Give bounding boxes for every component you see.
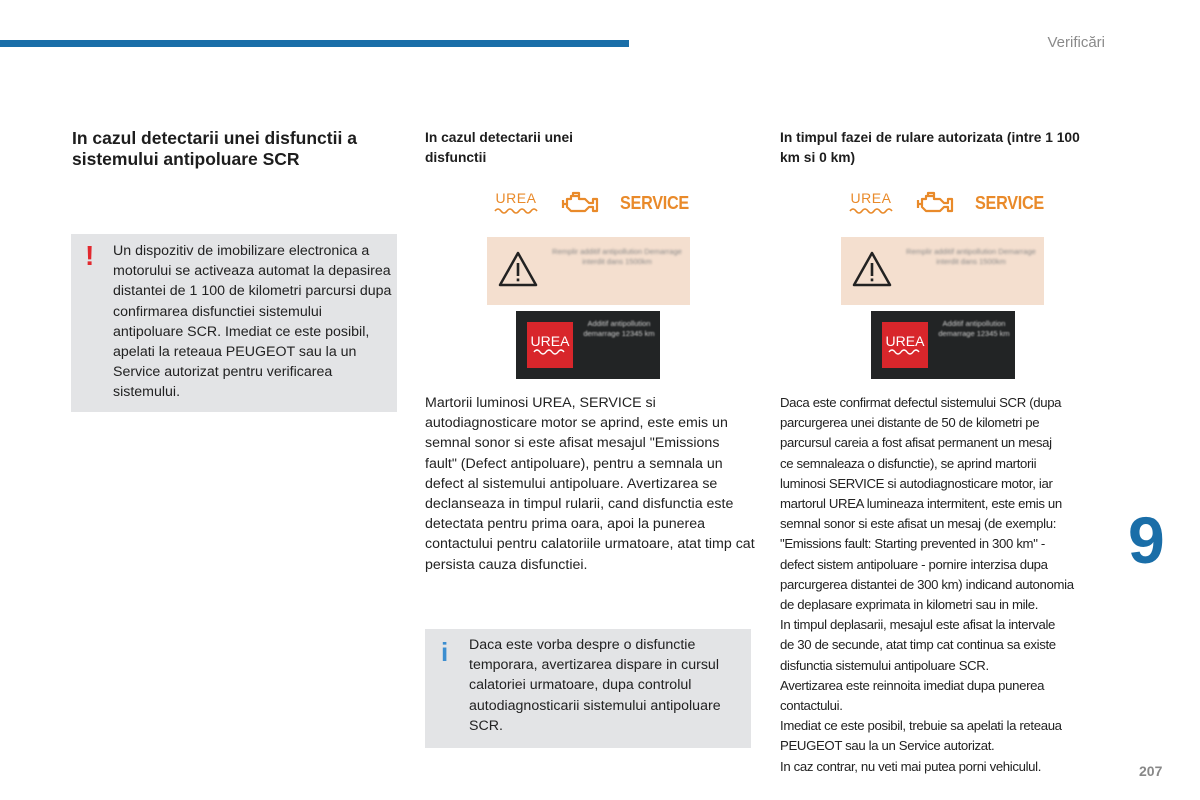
body-line: parcurgerea distantei de 300 km) indicand autonomia [780, 576, 1074, 592]
urea-light-label: UREA [530, 333, 570, 349]
middle-urea-display [516, 311, 660, 379]
body-line: martorul UREA lumineaza intermitent, este emis un [780, 496, 1062, 512]
right-body-text [780, 393, 1120, 777]
body-line: luminosi SERVICE si autodiagnosticare motor, iar [780, 475, 1053, 491]
section-label: Verificări [1047, 34, 1105, 51]
body-line: defect sistem antipoluare - pornire interzisa dupa [780, 556, 1048, 572]
info-icon: i [441, 637, 449, 667]
right-urea-display [871, 311, 1015, 379]
body-line: contactului. [780, 698, 843, 714]
dark-display-message: Additif antipollution demarrage 12345 km [583, 319, 655, 338]
info-text: Daca este vorba despre o disfunctie temporara, avertizarea dispare in cursul calatoriei urmatoare, dupa controlul autodiagnosticarii sistemului antipoluare SCR. [469, 637, 721, 734]
warning-text: Un dispozitiv de imobilizare electronica a motorului se activeaza automat la depasirea distantei de 1 100 de kilometri parcursi dupa confirmarea disfunctiei sistemului antipoluare SCR. Imediat ce este posibil, apelati la reteaua PEUGEOT sau la un Service autorizat pentru verificarea sistemului. [113, 243, 392, 401]
body-line: "Emissions fault: Starting prevented in 300 km" - [780, 536, 1045, 552]
engine-check-icon [915, 190, 955, 216]
right-alert-display [841, 237, 1044, 305]
display-message: Remplir additif antipollution Demarrage interdit dans 1500km [906, 247, 1036, 266]
service-indicator-label: SERVICE [620, 192, 689, 213]
urea-warning-light [882, 322, 928, 368]
body-line: semnal sonor si este afisat un mesaj (de exemplu: [780, 516, 1057, 532]
warning-triangle-icon [851, 250, 893, 288]
warning-box [71, 234, 397, 412]
engine-check-icon [560, 190, 600, 216]
middle-indicator-row [494, 188, 697, 218]
body-line: parcursul careia a fost afisat permanent un mesaj [780, 435, 1052, 451]
warning-triangle-icon [497, 250, 539, 288]
page-number: 207 [1139, 763, 1163, 779]
body-line: ce semnaleaza o disfunctie), se aprind martorii [780, 455, 1037, 471]
body-line: In caz contrar, nu veti mai putea porni vehiculul. [780, 758, 1042, 774]
top-accent-bar [0, 40, 629, 47]
chapter-number: 9 [1128, 503, 1165, 577]
middle-alert-display [487, 237, 690, 305]
urea-indicator-label: UREA [495, 190, 537, 206]
exclamation-icon: ! [85, 240, 95, 271]
wave-icon [849, 207, 893, 215]
body-line: disfunctia sistemului antipoluare SCR. [780, 657, 989, 673]
body-line: de 30 de secunde, atat timp cat continua sa existe [780, 637, 1056, 653]
body-line: parcurgerea unei distante de 50 de kilometri pe [780, 415, 1040, 431]
urea-light-label: UREA [885, 333, 925, 349]
display-message: Remplir additif antipollution Demarrage interdit dans 1500km [552, 247, 682, 266]
middle-body-text: Martorii luminosi UREA, SERVICE si autodiagnosticare motor se aprind, este emis un semnal sonor si este afisat mesajul "Emissions fault" (Defect antipoluare), pentru a semnala un defect al sistemului antipoluare. Avertizarea se declanseaza in timpul rularii, cand disfunctia este detectata pentru prima oara, apoi la punerea contactului pentru calatoriile urmatoare, atat timp cat persista cauza disfunctiei. [425, 395, 755, 573]
wave-icon [533, 348, 567, 356]
right-indicator-row [849, 188, 1052, 218]
info-box [425, 629, 751, 748]
wave-icon [888, 348, 922, 356]
body-line: Imediat ce este posibil, trebuie sa apelati la reteaua [780, 718, 1062, 734]
body-line: Avertizarea este reinnoita imediat dupa punerea [780, 677, 1045, 693]
urea-warning-light [527, 322, 573, 368]
main-heading: In cazul detectarii unei disfunctii a sistemului antipoluare SCR [72, 128, 357, 169]
body-line: PEUGEOT sau la un Service autorizat. [780, 738, 995, 754]
urea-indicator-icon [849, 191, 893, 215]
dark-display-message: Additif antipollution demarrage 12345 km [938, 319, 1010, 338]
right-heading: In timpul fazei de rulare autorizata (intre 1 100 km si 0 km) [780, 130, 1080, 165]
body-line: In timpul deplasarii, mesajul este afisat la intervale [780, 617, 1056, 633]
middle-heading: In cazul detectarii unei disfunctii [425, 130, 573, 165]
wave-icon [494, 207, 538, 215]
urea-indicator-label: UREA [850, 190, 892, 206]
urea-indicator-icon [494, 191, 538, 215]
body-line: de deplasare exprimata in kilometri sau in mile. [780, 597, 1039, 613]
body-line: Daca este confirmat defectul sistemului SCR (dupa [780, 395, 1062, 410]
service-indicator-label: SERVICE [975, 192, 1044, 213]
